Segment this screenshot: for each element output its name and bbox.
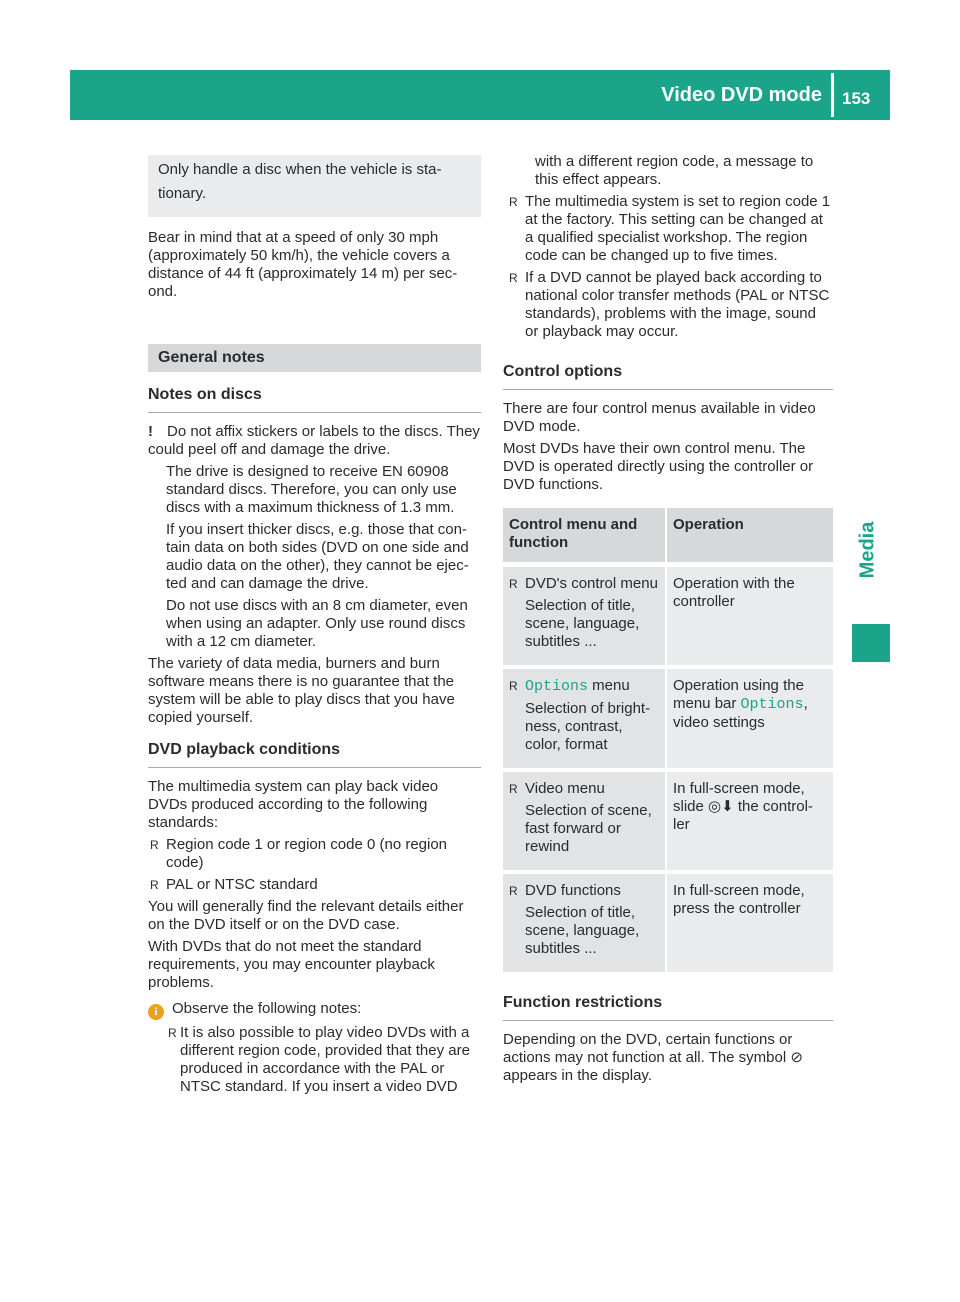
side-tab-label: Media: [856, 521, 879, 579]
side-tab-media: [845, 510, 890, 590]
bullet-icon: R: [509, 782, 518, 796]
speed-paragraph: Bear in mind that at a speed of only 30 mph (approximately 50 km/h), the vehicle covers a distance of 44 ft (approximately 14 m) per sec-ond.: [148, 229, 458, 300]
info-list: [166, 1024, 481, 1096]
table-cell: [503, 772, 667, 874]
info-icon: i: [148, 1004, 164, 1020]
list-item-text: Region code 1 or region code 0 (no region code): [166, 836, 448, 871]
continued-text: [503, 153, 833, 189]
warning-text-1: Do not affix stickers or labels to the discs. They could peel off and damage the drive.: [148, 423, 480, 458]
list-item-text: It is also possible to play video DVDs with a different region code, provided that they are produced in accordance with the PAL or NTSC standard. If you insert a video DVD: [180, 1024, 470, 1095]
controller-slide-icon: ◎⬇: [708, 798, 734, 815]
table-row: [503, 772, 833, 874]
operation-suffix: the control-ler: [673, 798, 813, 833]
bullet-icon: R: [509, 884, 518, 898]
control-para-2: Most DVDs have their own control menu. The DVD is operated directly using the controller or DVD functions.: [503, 440, 814, 493]
cell-sub: Selection of title, scene, language, subtitles ...: [525, 904, 640, 957]
warning-line-3: If you insert thicker discs, e.g. those that con-tain data on both sides (DVD on one side and audio data on the other), they cannot be ejec-ted and can damage the drive.: [166, 521, 469, 592]
warning-line-1: [148, 423, 481, 459]
info-line: [148, 1000, 481, 1020]
subheading-dvd-playback: DVD playback conditions: [148, 741, 481, 768]
subheading-notes-on-discs: Notes on discs: [148, 386, 481, 413]
operation-suffix: , video settings: [673, 695, 808, 731]
operation-prefix: Operation using the menu bar: [673, 677, 804, 712]
list-item-text: PAL or NTSC standard: [166, 876, 318, 893]
note-box: [148, 155, 481, 217]
warning-line-2: The drive is designed to receive EN 60908 standard discs. Therefore, you can only use discs with a maximum thickness of 1.3 mm.: [166, 463, 457, 516]
list-item: [507, 193, 833, 265]
bullet-icon: R: [509, 679, 518, 693]
cell-item: [509, 677, 659, 696]
warning-details: [148, 463, 481, 651]
table-row: [503, 669, 833, 772]
list-item: [148, 876, 481, 894]
cell-item: [509, 780, 659, 798]
warning-line-4: Do not use discs with an 8 cm diameter, even when using an adapter. Only use round discs with a 12 cm diameter.: [166, 597, 468, 650]
list-item-text: If a DVD cannot be played back according to national color transfer methods (PAL or NTSC standards), problems with the image, sound or playback may occur.: [525, 269, 830, 340]
region-notes-list: [503, 193, 833, 341]
left-column: [148, 155, 481, 1100]
options-keyword: Options: [740, 696, 804, 713]
restrictions-paragraph: [503, 1031, 833, 1085]
page-number: 153: [842, 89, 871, 108]
warning-icon: !: [148, 423, 153, 440]
playback-intro: The multimedia system can play back video DVDs produced according to the following standards:: [148, 778, 439, 831]
table-cell: Operation with the controller: [667, 567, 833, 669]
operation-prefix: In full-screen mode, slide: [673, 780, 805, 815]
restrictions-suffix: appears in the display.: [503, 1067, 652, 1084]
table-cell: [503, 874, 667, 976]
list-item: [148, 836, 481, 872]
playback-para-1: You will generally find the relevant details either on the DVD itself or on the DVD case.: [148, 898, 464, 933]
cell-item-text: DVD functions: [525, 882, 621, 899]
cell-item: [509, 575, 659, 593]
page-title: Video DVD mode: [661, 84, 822, 106]
variety-paragraph: The variety of data media, burners and burn software means there is no guarantee that the system will be able to play discs that you have copied yourself.: [148, 655, 455, 726]
bullet-icon: R: [509, 195, 518, 209]
subheading-function-restrictions: Function restrictions: [503, 994, 833, 1021]
bullet-icon: R: [509, 577, 518, 591]
list-item: [166, 1024, 481, 1096]
header-separator: [831, 73, 834, 117]
control-para-1: There are four control menus available in video DVD mode.: [503, 400, 816, 435]
cell-sub: Selection of title, scene, language, subtitles ...: [525, 597, 640, 650]
table-cell: [503, 669, 667, 772]
table-row: [503, 874, 833, 976]
bullet-icon: R: [150, 878, 159, 892]
table-cell: In full-screen mode, press the controller: [667, 874, 833, 976]
bullet-icon: R: [509, 271, 518, 285]
cell-item-text: DVD's control menu: [525, 575, 658, 592]
table-row: [503, 567, 833, 669]
table-header-row: [503, 508, 833, 567]
list-item: [507, 269, 833, 341]
subheading-control-options: Control options: [503, 363, 833, 390]
info-details: [148, 1024, 481, 1096]
cell-item-suffix: menu: [588, 677, 630, 694]
table-cell: [667, 772, 833, 874]
restrictions-prefix: Depending on the DVD, certain functions or actions may not function at all. The symbol: [503, 1031, 793, 1066]
continued-paragraph: with a different region code, a message to this effect appears.: [535, 153, 814, 188]
cell-sub: Selection of bright-ness, contrast, color, format: [525, 700, 651, 753]
playback-para-2: With DVDs that do not meet the standard requirements, you may encounter playback problems.: [148, 938, 435, 991]
control-table: [503, 508, 833, 976]
table-header-cell: Operation: [667, 508, 833, 567]
list-item-text: The multimedia system is set to region code 1 at the factory. This setting can be changed at a qualified specialist workshop. The region code can be changed up to five times.: [525, 193, 831, 264]
bullet-icon: R: [150, 838, 159, 852]
side-tab-marker: [852, 624, 890, 662]
playback-standards-list: [148, 836, 481, 894]
info-label: Observe the following notes:: [172, 1000, 362, 1017]
cell-item-text: Video menu: [525, 780, 605, 797]
section-heading-general-notes: General notes: [148, 344, 481, 372]
note-text: Only handle a disc when the vehicle is sta-tionary.: [158, 161, 442, 202]
right-column: [503, 153, 833, 1089]
bullet-icon: R: [168, 1026, 177, 1040]
table-cell: [667, 669, 833, 772]
table-cell: [503, 567, 667, 669]
options-keyword: Options: [525, 678, 589, 695]
prohibited-icon: ⊘: [790, 1049, 803, 1066]
cell-item: [509, 882, 659, 900]
table-header-cell: Control menu and function: [503, 508, 667, 567]
cell-sub: Selection of scene, fast forward or rewind: [525, 802, 652, 855]
